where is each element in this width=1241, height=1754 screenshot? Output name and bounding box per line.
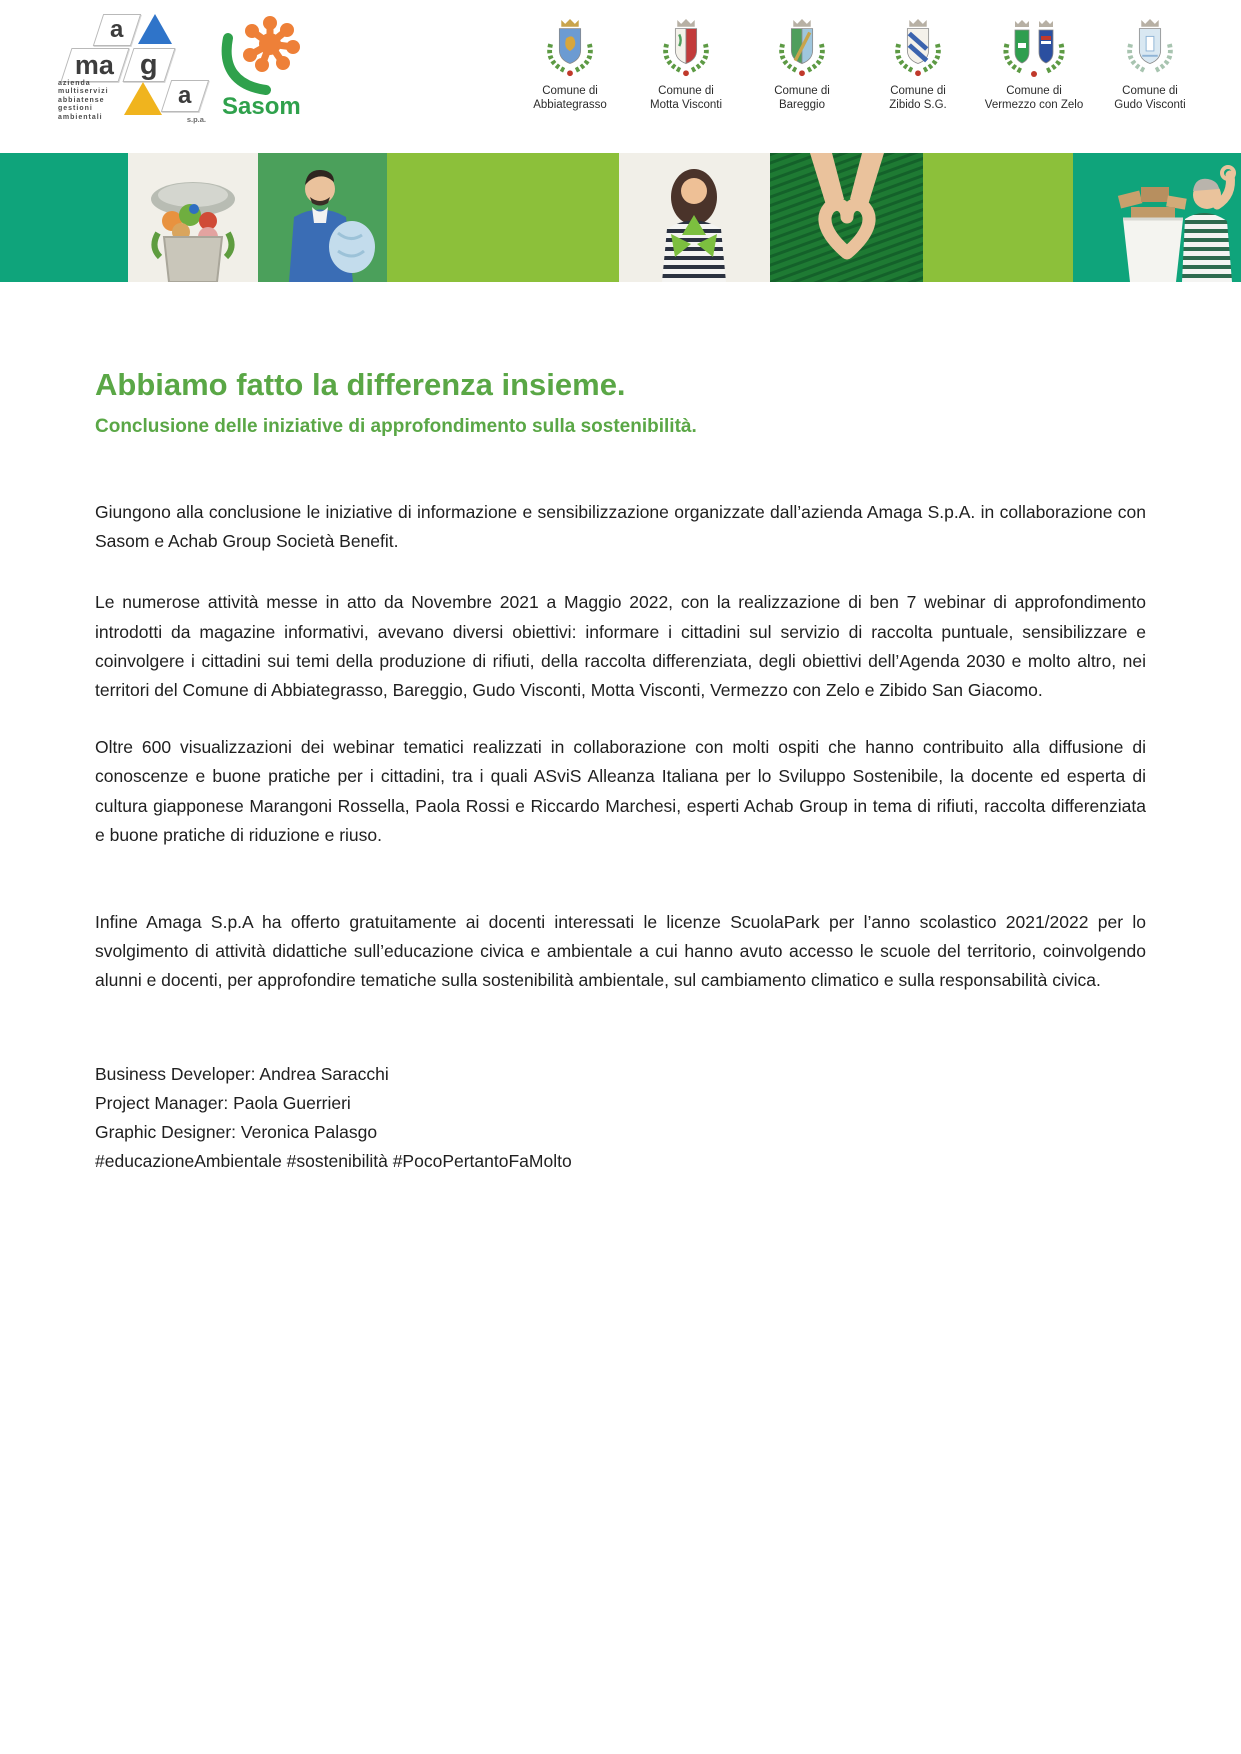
amaga-tagline-line: ambientali: [58, 113, 103, 121]
credit-business-developer: Business Developer: Andrea Saracchi: [95, 1063, 389, 1084]
amaga-letter: ma: [75, 49, 115, 80]
crest-label: [774, 85, 830, 112]
paragraph-intro: Giungono alla conclusione le iniziative di informazione e sensibilizzazione organizzate dall’azienda Amaga S.p.A. in collaborazione con Sasom e Achab Group Società Benefit.: [95, 502, 1146, 552]
crest-zibido-sg: [860, 16, 976, 112]
amaga-blue-triangle-icon: [138, 14, 172, 44]
crest-label-line1: Comune di: [658, 85, 714, 97]
gudo-visconti-crest-icon: [1119, 16, 1181, 82]
amaga-letter: a: [110, 16, 124, 43]
banner-block-green: [387, 153, 619, 282]
banner-photo-man-cardboard-bin: [1073, 153, 1241, 282]
sasom-logo-icon: [212, 10, 308, 122]
amaga-tile: [122, 48, 175, 82]
zibido-crest-icon: [887, 16, 949, 82]
crest-gudo-visconti: [1092, 16, 1208, 112]
crest-label: [889, 85, 947, 112]
crest-label: [1114, 85, 1185, 112]
banner-block-teal: [0, 153, 128, 282]
banner-photo-woman-recycle-symbol: [619, 153, 770, 282]
crest-vermezzo-con-zelo: [976, 16, 1092, 112]
amaga-tile: [161, 80, 209, 112]
sasom-wordmark: Sasom: [222, 93, 301, 120]
article-content: [95, 282, 1146, 1176]
banner-photo-man-with-recyclables: [258, 153, 387, 282]
amaga-tile: [93, 14, 141, 46]
man-cardboard-bin-illustration: [1073, 153, 1241, 282]
man-with-recyclables-illustration: [258, 153, 387, 282]
crest-label-line1: Comune di: [542, 85, 598, 97]
banner-photo-food-waste-bin: [128, 153, 258, 282]
vermezzo-crest-icon: [999, 16, 1069, 82]
crest-label-line1: Comune di: [774, 85, 830, 97]
amaga-spa-suffix: s.p.a.: [186, 115, 206, 124]
crest-label-line2: Abbiategrasso: [533, 98, 607, 111]
amaga-tagline-line: azienda: [58, 79, 91, 87]
credit-project-manager: Project Manager: Paola Guerrieri: [95, 1092, 351, 1113]
crest-label-line2: Bareggio: [778, 98, 826, 111]
motta-visconti-crest-icon: [655, 16, 717, 82]
crest-label-line1: Comune di: [1122, 85, 1178, 97]
crest-abbiategrasso: [512, 16, 628, 112]
banner-strip: [0, 153, 1241, 282]
municipal-crests-row: [512, 16, 1208, 112]
crest-label: [533, 85, 607, 112]
crest-label-line1: Comune di: [1006, 85, 1062, 97]
hashtags-line: #educazioneAmbientale #sostenibilità #PocoPertantoFaMolto: [95, 1151, 572, 1172]
amaga-tagline-line: gestioni: [58, 105, 93, 112]
paragraph-activities: Le numerose attività messe in atto da Novembre 2021 a Maggio 2022, con la realizzazione di ben 7 webinar di approfondimento introdotti da magazine informativi, avevano diversi obiettivi: informare i cittadini sul servizio di raccolta puntuale, sensibilizzare e coinvolgere i cittadini sui temi della produzione di rifiuti, della raccolta differenziata, degli obiettivi dell’Agenda 2030 e molto altro, nei territori del Comune di Abbiategrasso, Bareggio, Gudo Visconti, Motta Visconti, Vermezzo con Zelo e Zibido San Giacomo.: [95, 592, 1146, 701]
crest-label-line2: Motta Visconti: [649, 98, 722, 111]
crest-motta-visconti: [628, 16, 744, 112]
amaga-letter: g: [140, 48, 158, 81]
page-subtitle: Conclusione delle iniziative di approfondimento sulla sostenibilità.: [95, 416, 697, 437]
sasom-logo: [212, 10, 308, 122]
heart-hands-grass-illustration: [770, 153, 923, 282]
amaga-tagline-line: abbiatense: [58, 96, 105, 104]
woman-recycle-illustration: [619, 153, 770, 282]
bareggio-crest-icon: [771, 16, 833, 82]
paragraph-scuolapark: Infine Amaga S.p.A ha offerto gratuitamente ai docenti interessati le licenze ScuolaPark per l’anno scolastico 2021/2022 per lo svolgimento di attività didattiche sull’educazione civica e ambientale a cui hanno avuto accesso le scuole del territorio, coinvolgendo alunni e docenti, per approfondire tematiche sulla sostenibilità ambientale, sul cambiamento climatico e sulla responsabilità civica.: [95, 912, 1146, 991]
crest-label-line1: Comune di: [890, 85, 946, 97]
amaga-logo: [58, 12, 208, 124]
paragraph-webinar-views: Oltre 600 visualizzazioni dei webinar tematici realizzati in collaborazione con molti ospiti che hanno contribuito alla diffusione di conoscenze e buone pratiche per i cittadini, tra i quali ASviS Alleanza Italiana per lo Sviluppo Sostenibile, la docente ed esperta di cultura giapponese Marangoni Rossella, Paola Rossi e Riccardo Marchesi, esperti Achab Group in tema di rifiuti, raccolta differenziata e buone pratiche di riduzione e riuso.: [95, 737, 1146, 845]
page-title: Abbiamo fatto la differenza insieme.: [95, 367, 626, 402]
crest-label-line2: Zibido S.G.: [889, 98, 947, 111]
food-waste-bin-illustration: [128, 153, 258, 282]
crest-bareggio: [744, 16, 860, 112]
abbiategrasso-crest-icon: [539, 16, 601, 82]
amaga-letter: a: [178, 82, 192, 109]
banner-block-green-2: [923, 153, 1073, 282]
amaga-tile: [60, 48, 129, 82]
amaga-tagline-line: multiservizi: [58, 88, 109, 95]
crest-label: [650, 85, 722, 112]
credit-graphic-designer: Graphic Designer: Veronica Palasgo: [95, 1122, 378, 1143]
header-logos: [0, 0, 1241, 150]
crest-label-line2: Gudo Visconti: [1114, 98, 1186, 111]
credits-block: [95, 1060, 1146, 1177]
crest-label-line2: Vermezzo con Zelo: [984, 98, 1084, 111]
crest-label: [985, 85, 1083, 112]
amaga-tagline: [58, 80, 136, 123]
banner-photo-heart-hands-grass: [770, 153, 923, 282]
